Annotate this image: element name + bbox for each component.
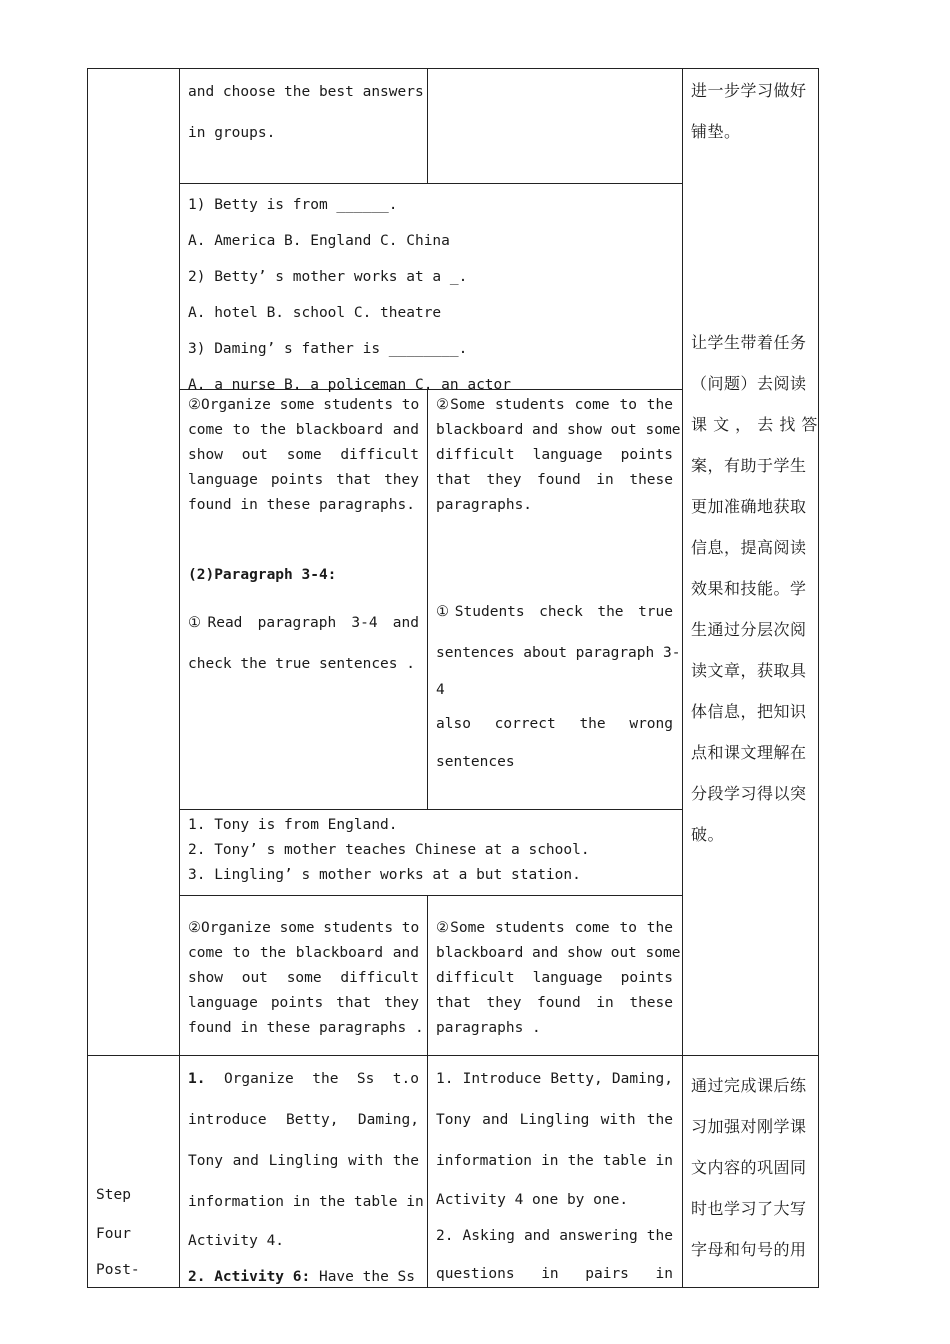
read-check-task — [188, 603, 419, 685]
students-come-2-line-1: ②Some students come to the — [436, 920, 673, 936]
purpose-text-1 — [691, 70, 813, 152]
table-divider-2c — [427, 896, 428, 1288]
step-four-purpose — [691, 1065, 813, 1270]
students-check-line-4: also correct the wrong — [436, 716, 673, 732]
teacher-item-1-line-5: Activity 4. — [188, 1233, 285, 1249]
purpose-text-2 — [691, 322, 818, 855]
purpose-2-line-1: 让学生带着任务 — [691, 333, 807, 352]
students-come-1-line-3: difficult language points — [436, 447, 673, 463]
true-sentence-1: 1. Tony is from England. — [188, 817, 398, 833]
true-sentence-2: 2. Tony’ s mother teaches Chinese at a school. — [188, 842, 590, 858]
students-come-2-line-3: difficult language points — [436, 970, 673, 986]
organize-2-line-1: ②Organize some students to — [188, 920, 420, 936]
step-four-top-line — [87, 1055, 819, 1056]
row-line-1 — [179, 183, 683, 184]
students-come-2-line-4: that they found in these — [436, 995, 673, 1011]
teacher-item-1-line-2: introduce Betty, Daming, — [188, 1112, 419, 1128]
organize-2-line-3: show out some difficult — [188, 970, 419, 986]
table-border-left — [87, 68, 88, 1288]
teacher-item-2-number: 2. — [188, 1269, 206, 1285]
students-come-1-line-5: paragraphs. — [436, 497, 533, 513]
organize-1-line-3: show out some difficult — [188, 447, 419, 463]
step-purpose-line-1: 通过完成课后练 — [691, 1076, 807, 1095]
student-line-4: Activity 4 one by one. — [436, 1192, 629, 1208]
step-label-line-1: Step — [96, 1187, 131, 1203]
purpose-2-line-10: 体信息，把知识 — [691, 702, 807, 721]
students-come-1-line-4: that they found in these — [436, 472, 673, 488]
purpose-2-line-7: 效果和技能。学 — [691, 579, 807, 598]
purpose-2-line-4: 案，有助于学生 — [691, 456, 807, 475]
purpose-1-line-1: 进一步学习做好 — [691, 81, 807, 100]
paragraph-heading: (2)Paragraph 3-4: — [188, 567, 337, 583]
purpose-2-line-3: 课 文 ， 去 找 答 — [691, 415, 818, 434]
organize-2-line-2: come to the blackboard and — [188, 945, 419, 961]
purpose-2-line-11: 点和课文理解在 — [691, 743, 807, 762]
organize-1-line-2: come to the blackboard and — [188, 422, 419, 438]
purpose-2-line-9: 读文章，获取具 — [691, 661, 807, 680]
student-line-6: questions in pairs in — [436, 1266, 673, 1282]
student-line-2: Tony and Lingling with the — [436, 1112, 673, 1128]
step-label-line-3: Post- — [96, 1262, 140, 1278]
organize-students-1 — [188, 393, 419, 518]
teacher-item-1-number: 1. — [188, 1071, 206, 1087]
students-come-2-line-2: blackboard and show out some — [436, 945, 681, 961]
intro-line-1: and choose the best answers — [188, 84, 424, 100]
students-come-1-line-2: blackboard and show out some — [436, 422, 681, 438]
purpose-2-line-5: 更加准确地获取 — [691, 497, 807, 516]
purpose-2-line-2: （问题）去阅读 — [691, 374, 807, 393]
teacher-item-1-line-4: information in the table in — [188, 1194, 424, 1210]
col2-intro-text — [188, 72, 424, 154]
purpose-2-line-8: 生通过分层次阅 — [691, 620, 807, 639]
student-line-5: 2. Asking and answering the — [436, 1228, 673, 1244]
question-1: 1) Betty is from ______. — [188, 197, 398, 213]
teacher-item-1-line-3: Tony and Lingling with the — [188, 1153, 419, 1169]
teacher-activities — [188, 1059, 424, 1295]
students-check-line-3: 4 — [436, 682, 445, 698]
table-border-top — [87, 68, 819, 69]
table-divider-2a — [427, 68, 428, 184]
organize-2-line-5: found in these paragraphs . — [188, 1020, 424, 1036]
step-purpose-line-5: 字母和句号的用 — [691, 1240, 807, 1259]
students-come-1-line-1: ②Some students come to the — [436, 397, 673, 413]
purpose-2-line-13: 破。 — [691, 825, 725, 844]
teacher-item-1-line-1 — [188, 1059, 419, 1100]
question-1-options: A. America B. England C. China — [188, 233, 450, 249]
step-purpose-line-3: 文内容的巩固同 — [691, 1158, 807, 1177]
question-2: 2) Betty’ s mother works at a _. — [188, 269, 468, 285]
true-sentence-3: 3. Lingling’ s mother works at a but station. — [188, 867, 581, 883]
step-purpose-line-2: 习加强对刚学课 — [691, 1117, 807, 1136]
students-come-2 — [436, 916, 681, 1041]
intro-line-2: in groups. — [188, 125, 276, 141]
question-2-options: A. hotel B. school C. theatre — [188, 305, 442, 321]
students-check-task — [436, 592, 681, 783]
student-line-3: information in the table in — [436, 1153, 673, 1169]
reading-questions — [188, 187, 678, 403]
teacher-item-1-text: Organize the Ss t.o — [223, 1071, 419, 1087]
row-line-3 — [179, 809, 683, 810]
table-divider-1 — [179, 68, 180, 1288]
step-label-line-2: Four — [96, 1226, 131, 1242]
question-3-options: A. a nurse B. a policeman C. an actor — [188, 377, 512, 393]
teacher-item-2-line-1 — [188, 1259, 419, 1295]
organize-2-line-4: language points that they — [188, 995, 419, 1011]
students-come-2-line-5: paragraphs . — [436, 1020, 541, 1036]
read-check-line-2: check the true sentences . — [188, 656, 415, 672]
purpose-2-line-6: 信息，提高阅读 — [691, 538, 807, 557]
students-check-line-5: sentences — [436, 754, 515, 770]
student-activities — [436, 1059, 673, 1295]
purpose-1-line-2: 铺垫。 — [691, 122, 741, 141]
table-border-right — [818, 68, 819, 1288]
teacher-item-2-heading: Activity 6: — [214, 1269, 311, 1285]
organize-1-line-1: ②Organize some students to — [188, 397, 420, 413]
row-line-4 — [179, 895, 683, 896]
organize-students-2 — [188, 916, 424, 1041]
step-four-label — [96, 1175, 176, 1288]
students-check-line-2: sentences about paragraph 3- — [436, 645, 681, 661]
organize-1-line-4: language points that they — [188, 472, 419, 488]
question-3: 3) Daming’ s father is ________. — [188, 341, 468, 357]
table-divider-3 — [682, 68, 683, 1288]
teacher-item-2-text: Have the Ss — [310, 1269, 415, 1285]
purpose-2-line-12: 分段学习得以突 — [691, 784, 807, 803]
organize-1-line-5: found in these paragraphs. — [188, 497, 415, 513]
step-purpose-line-4: 时也学习了大写 — [691, 1199, 807, 1218]
read-check-line-1: ①Read paragraph 3-4 and — [188, 615, 419, 631]
true-sentences-list — [188, 813, 678, 888]
students-check-line-1: ①Students check the true — [436, 604, 673, 620]
students-come-1 — [436, 393, 681, 518]
student-line-1: 1. Introduce Betty, Daming, — [436, 1071, 673, 1087]
table-divider-2b — [427, 389, 428, 810]
